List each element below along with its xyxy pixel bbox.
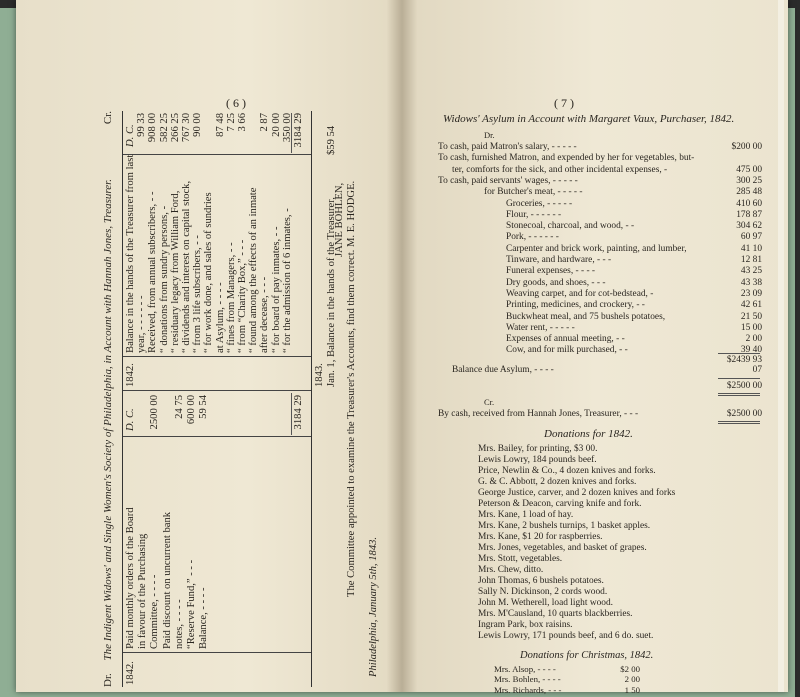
cr-amount: $2500 00 — [726, 409, 762, 419]
donation-entry: George Justice, carver, and 2 dozen knives and forks — [478, 488, 676, 498]
expense-item-amount: 43 25 — [740, 266, 762, 277]
expense-item-text: Tinware, and hardware, - - - — [506, 255, 612, 265]
purchaser-account-title: Widows' Asylum in Account with Margaret Vaux, Purchaser, 1842. — [443, 113, 735, 125]
expense-item-amount: 21 50 — [740, 311, 762, 322]
credit-row-text: year, - - - - - - — [136, 295, 148, 353]
debit-col-header: D. C. — [125, 408, 136, 431]
expense-item-text: Dry goods, and shoes, - - - — [506, 277, 606, 288]
signer-2: M. E. HODGE. — [346, 180, 357, 247]
expense-item-amount: 410 60 — [736, 198, 762, 209]
expense-item-amount: 23 09 — [740, 288, 762, 299]
debit-year: 1842. — [125, 661, 136, 685]
credit-total: 3184 29 — [293, 113, 304, 148]
donation-entry: Mrs. Bailey, for printing, $3 00. — [478, 444, 598, 454]
credit-row-text: “ from 3 life subscribers, - - — [192, 235, 204, 353]
credit-row-text: “ for board of pay inmates, - - — [270, 226, 282, 353]
account-header — [102, 111, 114, 687]
credit-row-amount: 87 48 — [214, 113, 226, 137]
christmas-title: Donations for Christmas, 1842. — [520, 650, 654, 661]
expense-item-text: To cash, paid servants' wages, - - - - - — [438, 175, 578, 186]
credit-row-amount: 266 25 — [169, 113, 181, 143]
donation-entry: Mrs. Jones, vegetables, and basket of grapes. — [478, 543, 647, 553]
expense-item-amount: 300 25 — [736, 175, 762, 186]
balance-year: 1843. — [314, 363, 325, 387]
expense-item-amount: $200 00 — [731, 142, 762, 152]
expense-item-amount: 15 00 — [740, 322, 762, 333]
donation-entry: Mrs. Kane, 2 bushels turnips, 1 basket apples. — [478, 521, 651, 531]
debit-row-text: “Reserve Fund,” - - - — [186, 559, 197, 649]
donation-entry: John M. Wetherell, load light wood. — [478, 598, 613, 608]
credit-row-amount: 90 00 — [192, 113, 204, 137]
balance-due-amount: 07 — [752, 365, 762, 375]
place-date: Philadelphia, January 5th, 1843. — [368, 536, 379, 677]
balance-due-label: Balance due Asylum, - - - - — [452, 365, 554, 375]
expense-item-text: Printing, medicines, and crockery, - - — [506, 300, 645, 311]
balance-amount: $59 54 — [326, 125, 337, 155]
donation-entry: Mrs. M'Causland, 10 quarts blackberries. — [478, 609, 633, 619]
credit-row-text: “ donations from sundry persons, - — [158, 205, 170, 353]
donation-entry: Lewis Lowry, 184 pounds beef. — [478, 455, 597, 465]
expense-item-amount: 2 00 — [745, 334, 762, 345]
expense-item-amount: 285 48 — [736, 187, 762, 198]
right-page-number: ( 7 ) — [554, 96, 574, 110]
debit-row-text: notes, - - - - — [173, 599, 185, 649]
donation-entry: Price, Newlin & Co., 4 dozen knives and forks. — [478, 466, 656, 476]
debit-row-amount: 2500 00 — [149, 395, 161, 430]
christmas-donor: Mrs. Richards, - - - — [494, 684, 562, 695]
expense-item-amount: 39 40 — [740, 345, 762, 356]
credit-row-amount: 20 00 — [270, 113, 282, 137]
balance-line: Jan. 1, Balance in the hands of the Treasurer, — [326, 197, 337, 387]
expense-item-amount: 60 97 — [740, 232, 762, 243]
credit-year: 1842. — [125, 363, 136, 387]
credit-row-text: “ dividends and interest on capital stock, — [181, 180, 192, 353]
credit-row-text: at Asylum, - - - - — [214, 282, 226, 353]
donations-title: Donations for 1842. — [544, 428, 633, 440]
expense-item-text: Funeral expenses, - - - - — [506, 266, 596, 277]
christmas-amount: 2 00 — [624, 674, 640, 685]
expense-item-text: To cash, furnished Matron, and expended by her for vegetables, but- — [438, 153, 695, 164]
expense-item-text: Stonecoal, charcoal, and wood, - - — [506, 221, 635, 232]
debit-row-text: in favour of the Purchasing — [137, 533, 149, 649]
expense-item-text: Carpenter and brick work, painting, and lumber, — [506, 243, 687, 254]
grand-total: $2500 00 — [726, 381, 762, 391]
expense-item-text: Expenses of annual meeting, - - — [506, 334, 625, 345]
donation-entry: G. & C. Abbott, 2 dozen knives and forks. — [478, 477, 637, 487]
credit-row-text: “ for the admission of 6 inmates, - — [281, 208, 293, 353]
expense-item-amount: 304 62 — [736, 221, 762, 232]
credit-row-amount: 7 25 — [225, 113, 237, 132]
credit-row-text: Received, from annual subscribers, - - — [147, 191, 159, 353]
donation-entry: Lewis Lowry, 171 pounds beef, and 6 do. suet. — [478, 631, 654, 641]
expense-item-text: Buckwheat meal, and 75 bushels potatoes, — [506, 311, 666, 322]
credit-row-amount: 767 30 — [181, 113, 192, 143]
cr-label: Cr. — [484, 397, 495, 407]
christmas-donor: Mrs. Bohlen, - - - - — [494, 674, 561, 685]
donation-entry: Mrs. Stott, vegetables. — [478, 554, 563, 564]
subtotal: $2439 93 — [726, 355, 762, 365]
expense-item-text: Pork, - - - - - - — [506, 232, 559, 243]
expense-item-amount: 12 81 — [740, 255, 762, 265]
debit-row-text: Committee, - - - - — [149, 574, 161, 649]
expense-item-amount: 178 87 — [736, 209, 762, 220]
expense-item-text: To cash, paid Matron's salary, - - - - - — [438, 142, 577, 152]
credit-row-text: after decease, - - - — [259, 276, 271, 353]
treasurer-account — [102, 111, 382, 687]
expense-item-text: Flour, - - - - - - — [506, 209, 562, 220]
cr-line: By cash, received from Hannah Jones, Treasurer, - - - — [438, 409, 639, 419]
credit-row-amount: 2 87 — [259, 113, 271, 132]
debit-row-text: Paid monthly orders of the Board — [125, 507, 136, 649]
credit-row-text: Balance in the hands of the Treasurer from last — [125, 154, 136, 353]
donation-entry: Mrs. Kane, 1 load of hay. — [478, 510, 574, 520]
expense-item-text: Weaving carpet, and for cot-bedstead, - — [506, 288, 654, 299]
page-edge — [778, 0, 784, 692]
expense-item-text: Cow, and for milk purchased, - - — [506, 345, 628, 356]
credit-row-text: “ fines from Managers, - - — [225, 242, 237, 353]
credit-row-amount: 350 00 — [281, 113, 293, 143]
credit-row-text: “ from “Charity Box,” - - - — [237, 239, 248, 353]
credit-col-header: D. C. — [125, 124, 136, 147]
credit-row-amount: 99 33 — [136, 113, 148, 137]
christmas-amount: $2 00 — [620, 664, 640, 674]
expense-item-text: for Butcher's meat, - - - - - — [484, 187, 583, 198]
donation-entry: Mrs. Chew, ditto. — [478, 565, 544, 575]
expense-item-amount: 41 10 — [740, 243, 762, 254]
committee-text: The Committee appointed to examine the Treasurer's Accounts, find them correct. — [346, 249, 357, 597]
credit-row-text: “ residuary legacy from William Ford, — [169, 190, 181, 353]
donation-entry: Peterson & Deacon, carving knife and fork. — [478, 499, 642, 509]
signer-1: JANE BOHLEN, — [334, 182, 345, 257]
header-dr: Dr. — [102, 673, 114, 687]
credit-row-text: “ found among the effects of an inmate — [248, 187, 260, 353]
donation-entry: Mrs. Kane, $1 20 for raspberries. — [478, 532, 603, 542]
debit-row-amount: 24 75 — [173, 395, 185, 419]
header-cr: Cr. — [102, 111, 114, 125]
donation-entry: Ingram Park, box raisins. — [478, 620, 573, 630]
ledger-table — [122, 111, 312, 687]
expense-item-amount: 475 00 — [736, 164, 762, 175]
credit-row-amount: 582 25 — [158, 113, 170, 143]
debit-row-amount: 600 00 — [186, 395, 197, 425]
christmas-amount: 1 50 — [624, 684, 640, 695]
credit-row-amount: 908 00 — [147, 113, 159, 143]
dr-label: Dr. — [484, 130, 495, 140]
credit-row-text: “ for work done, and sales of sundries — [203, 192, 215, 353]
expense-item-amount: 42 61 — [740, 300, 762, 311]
credit-row-amount: 3 66 — [237, 113, 248, 132]
header-title: The Indigent Widows' and Single Women's Society of Philadelphia, in Account with Hannah Jones, Treasurer. — [102, 179, 114, 661]
debit-row-amount: 59 54 — [198, 395, 210, 419]
expense-item-text: Water rent, - - - - - — [506, 322, 575, 333]
christmas-donor: Mrs. Alsop, - - - - — [494, 664, 556, 674]
expense-item-amount: 43 38 — [740, 277, 762, 288]
debit-total: 3184 29 — [293, 395, 304, 430]
expense-item-text: ter, comforts for the sick, and other incidental expenses, - — [452, 164, 668, 175]
debit-row-text: Balance, - - - - — [198, 587, 210, 649]
left-page-rotated — [102, 111, 382, 687]
left-page-number: ( 6 ) — [226, 96, 246, 110]
donation-entry: Sally N. Dickinson, 2 cords wood. — [478, 587, 608, 597]
debit-row-text: Paid discount on uncurrent bank — [161, 511, 173, 649]
expense-item-text: Groceries, - - - - - — [506, 198, 573, 209]
donation-entry: John Thomas, 6 bushels potatoes. — [478, 576, 604, 586]
